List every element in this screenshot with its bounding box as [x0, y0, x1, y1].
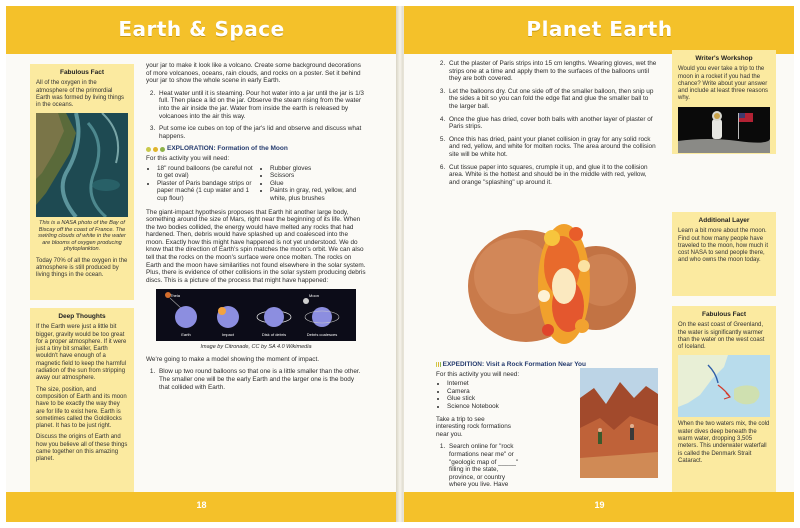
material-item: • Internet: [447, 380, 586, 388]
moon-formation-diagram: [156, 289, 356, 341]
additional-layer-sidebar: [672, 212, 776, 296]
step-2: 2. Heat water until it is steaming. Pour hot water into a jar until the jar is 1/3 full. Then place a lid on the jar. Observe the steam rising from the water into the air inside the jar. Water from inside the earth is released by volcanoes into the air this way.: [157, 90, 366, 120]
fabulous-fact-title: Fabulous Fact: [59, 69, 105, 76]
left-page-number: 18: [196, 500, 207, 510]
right-footer-bar: [404, 492, 794, 522]
deep-thoughts-text-3: Discuss the origins of Earth and how you believe all of these things came together on this amazing planet.: [36, 434, 128, 463]
material-item: • Scissors: [270, 172, 366, 180]
left-header-bar: [6, 6, 397, 54]
diagram-label-theia: Theia: [170, 293, 181, 299]
left-steps: [157, 90, 366, 141]
right-steps: [447, 60, 658, 186]
model-step-1: 1. Blow up two round balloons so that one is a little smaller than the other. The smaller one will be the early Earth and the larger one is the body that collided with Earth.: [157, 368, 366, 391]
fact2-text-1: On the east coast of Greenland, the water is significantly warmer than the water on the west coast of Iceland.: [678, 322, 765, 351]
greenland-iceland-map: [678, 355, 770, 417]
bullet-dot-icon: [153, 147, 158, 152]
astronaut-on-moon-photo: [678, 107, 770, 153]
left-page-title: Earth & Space: [118, 17, 285, 41]
model-intro: We're going to make a model showing the moment of impact.: [146, 355, 320, 363]
model-steps: [157, 368, 366, 391]
step-2: 2. Cut the plaster of Paris strips into 15 cm lengths. Wearing gloves, wet the strips one at a time and apply them to the surfaces of the balloons until they are both covered.: [447, 60, 658, 83]
bullet-dot-icon: [146, 147, 151, 152]
exploration-heading-text: EXPLORATION: Formation of the Moon: [167, 145, 288, 153]
debris-disk-body: [264, 307, 284, 327]
diagram-caption: Image by Citronade, CC by SA 4.0 Wikimedia: [200, 344, 312, 351]
deep-thoughts-sidebar: [30, 308, 134, 493]
expedition-heading: [436, 361, 586, 369]
material-item: • Paints in gray, red, yellow, and white, plus brushes: [270, 187, 366, 202]
planet-collision-model-photo: [464, 206, 640, 350]
right-header-bar: [404, 6, 794, 54]
left-footer-bar: [6, 492, 397, 522]
deep-thoughts-title: Deep Thoughts: [58, 313, 106, 320]
material-item: • 18" round balloons (be careful not to get oval): [157, 165, 253, 180]
bay-of-biscay-photo: [36, 113, 128, 217]
right-page-number: 19: [594, 500, 605, 510]
diagram-label-moon: Moon: [309, 293, 320, 299]
expedition-section: [436, 358, 586, 494]
materials-list: [146, 165, 366, 203]
photo-caption: This is a NASA photo of the Bay of Biscay off the coast of France. The swirling clouds of white in the water are blooms of oxygen producing phytoplankton.: [38, 220, 126, 253]
fabulous-fact-sidebar: [30, 64, 134, 300]
additional-layer-title: Additional Layer: [698, 217, 750, 224]
material-item: • Plaster of Paris bandage strips or paper maché (1 cup water and 1 cup flour): [157, 180, 253, 203]
step-4: 4. Once the glue has dried, cover both balls with another layer of plaster of Paris strips.: [447, 116, 658, 131]
exploration-heading: [146, 145, 366, 153]
expedition-step-1: 1. Search online for "rock formations near me" or "geologic map of _____" filling in the state, province, or country where you live. Have: [447, 443, 523, 489]
left-main-column: [146, 62, 366, 396]
material-item: • Camera: [447, 388, 586, 396]
coalesce-body: [312, 307, 332, 327]
left-page: [6, 6, 397, 522]
expedition-heading-text: EXPEDITION: Visit a Rock Formation Near You: [442, 361, 587, 368]
right-page: [403, 6, 794, 522]
diagram-label-disk: Disk of debris: [261, 332, 287, 338]
fabulous-fact-title-2: Fabulous Fact: [701, 311, 747, 318]
writers-workshop-text: Would you ever take a trip to the moon in a rocket if you had the chance? Write about your answer and include at least three reasons why.: [678, 66, 769, 102]
diagram-label-earth: Earth: [181, 332, 191, 338]
expedition-materials: [447, 380, 586, 410]
fabulous-fact-sidebar-2: [672, 306, 776, 493]
expedition-steps: [447, 443, 523, 489]
fact2-text-2: When the two waters mix, the cold water dives deep beneath the warm water, dropping 3,505 meters. This underwater waterfall is called the Denmark Strait Cataract.: [678, 421, 770, 464]
step-6: 6. Cut tissue paper into squares, crumple it up, and glue it to the collision area. White is the hottest and should be in the middle with red, yellow, and orange "splashing" up around it.: [447, 164, 658, 187]
material-item: • Glue stick: [447, 395, 586, 403]
fact-text-2: Today 70% of all the oxygen in the atmosphere is still produced by living things in the ocean.: [36, 257, 128, 279]
additional-layer-text: Learn a bit more about the moon. Find out how many people have traveled to the moon, how much it cost NASA to send people there, and who owns the moon today.: [678, 228, 769, 264]
fact-text: All of the oxygen in the atmosphere of the primordial Earth was formed by living things in the oceans.: [36, 80, 125, 109]
tissue-paper-splash: [538, 224, 590, 344]
deep-thoughts-text-2: The size, position, and composition of Earth and its moon have to be exactly the way they are for life to exist here. Earth is sometimes called the Goldilocks planet. It has to be just right.: [36, 386, 127, 430]
material-item: • Rubber gloves: [270, 165, 366, 173]
material-item: • Glue: [270, 180, 366, 188]
earth-body: [175, 306, 197, 328]
giant-impact-text: The giant-impact hypothesis proposes that Earth hit another large body, something around the size of Mars, right near the beginning of its life. When the two bodies collided, the energy would have melted any rocks that had hardened. Then, debris would have splashed up and coalesced into the moon. Exactly how this might have happened is not yet understood. We do know that the direction of Earth's spin matches the moon's orbit. We can also tell that the rocks on the moon's surface were once molten. The rocks on Earth and the moon have similarities not found elsewhere in the solar system. Plus, there is evidence of other collisions in the solar system producing debris discs. This is a picture of the process that might have happened:: [146, 208, 366, 284]
bullet-dot-icon: [160, 147, 165, 152]
diagram-label-coalesce: Debris coalesces: [306, 332, 338, 338]
materials-intro: For this activity you will need:: [146, 154, 230, 162]
right-page-title: Planet Earth: [526, 17, 673, 41]
diagram-label-impact: Impact: [221, 332, 235, 338]
writers-workshop-sidebar: [672, 50, 776, 154]
deep-thoughts-text-1: If the Earth were just a little bit bigger, gravity would be too great for a proper atmosphere. If it were just a tiny bit smaller, Earth wouldn't have enough of a magnetic field to keep the harmful radiation of the sun from stripping away our atmosphere.: [36, 324, 127, 382]
step-3: 3. Put some ice cubes on top of the jar's lid and observe and discuss what happens.: [157, 125, 366, 140]
moon-body: [303, 298, 309, 304]
expedition-materials-intro: For this activity you will need:: [436, 370, 520, 378]
expedition-text: Take a trip to see interesting rock formations near you.: [436, 415, 511, 438]
step-3: 3. Let the balloons dry. Cut one side off of the smaller balloon, then snip up the sides a bit so you can fold the edge flat and glue the smaller ball to the larger ball.: [447, 88, 658, 111]
material-item: • Science Notebook: [447, 403, 586, 411]
writers-workshop-title: Writer's Workshop: [695, 55, 753, 62]
step-5: 5. Once this has dried, paint your planet collision in gray for any solid rock and red, yellow, and white for molten rocks. The area around the collision site will be white hot.: [447, 136, 658, 159]
right-main-column: [436, 60, 658, 191]
rock-formation-photo: [580, 368, 658, 478]
intro-text: your jar to make it look like a volcano. Create some background decorations of more volcanoes, oceans, rain clouds, and rocks on a poster. Set it behind your jar to show the whole scene in early Earth.: [146, 62, 361, 85]
